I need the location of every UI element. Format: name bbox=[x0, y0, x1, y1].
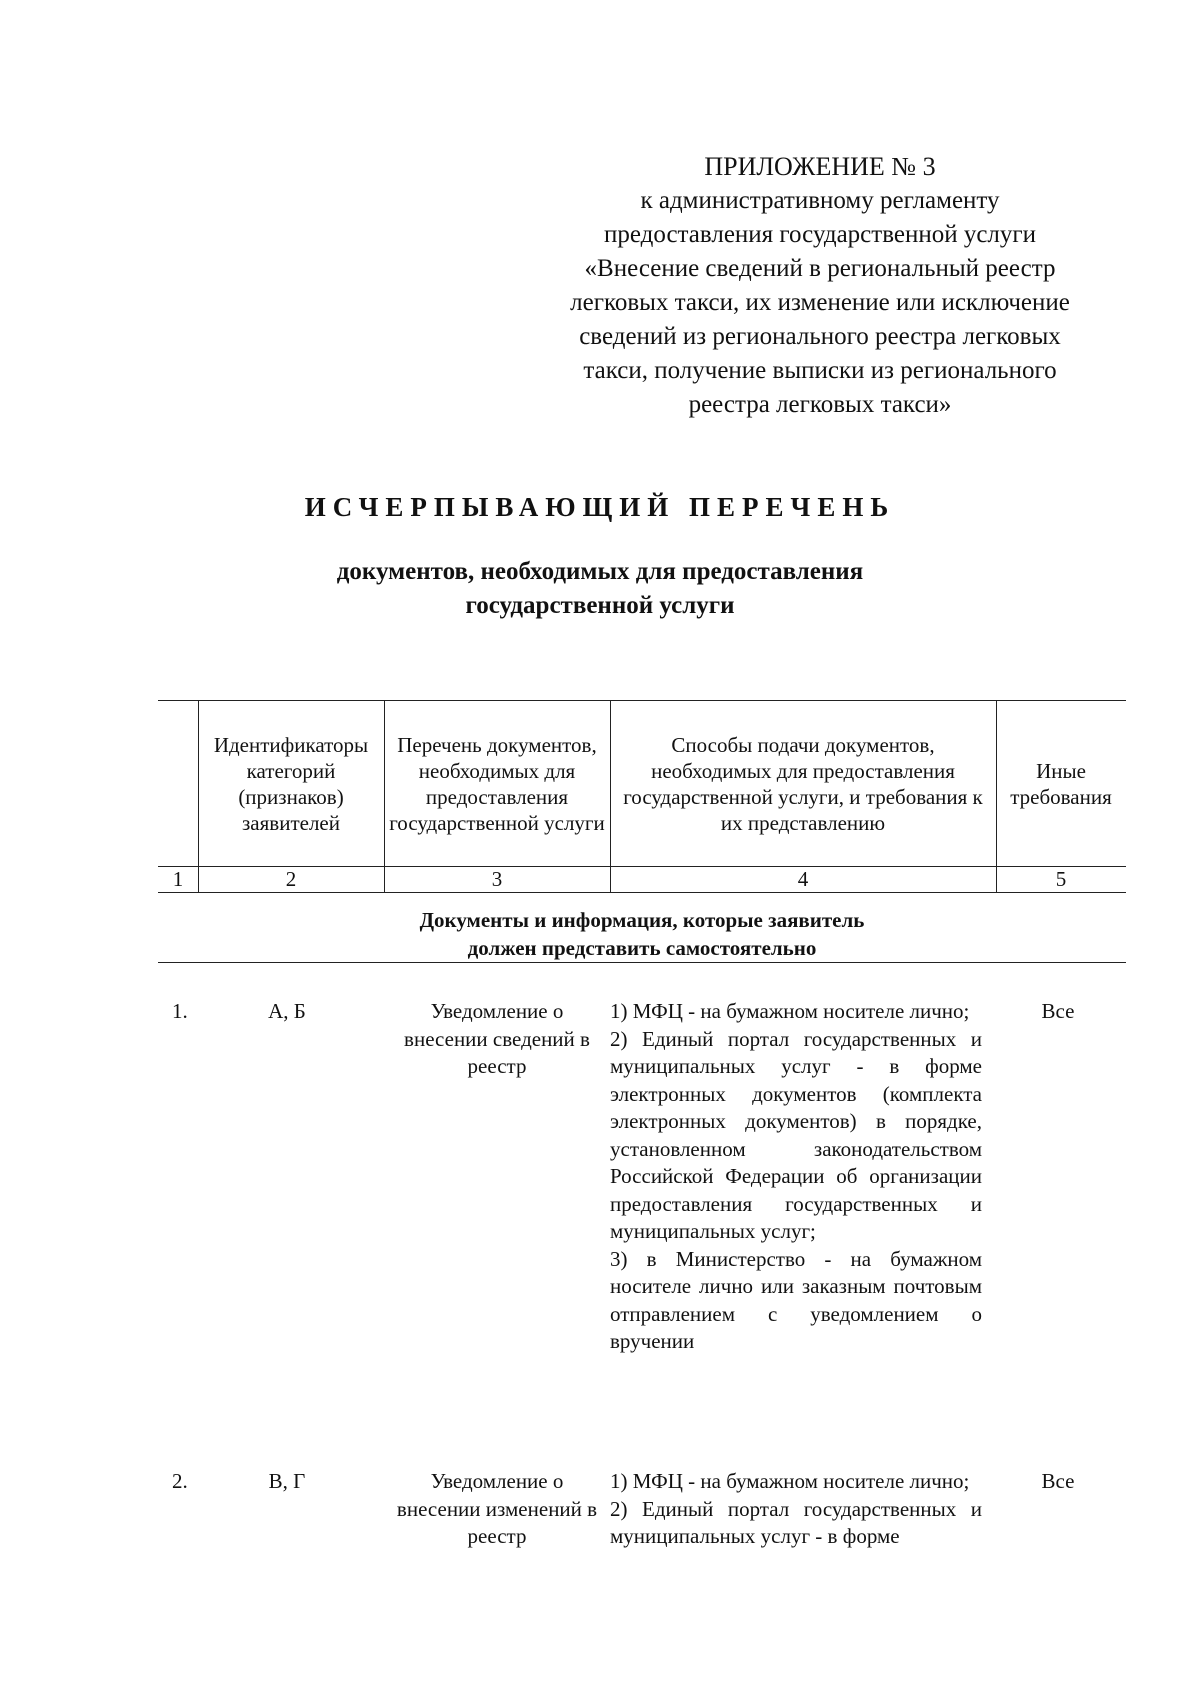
appendix-block bbox=[510, 150, 1130, 422]
appendix-line: легковых такси, их изменение или исключение bbox=[570, 289, 1070, 316]
section-heading bbox=[158, 906, 1126, 962]
appendix-number: ПРИЛОЖЕНИЕ № 3 bbox=[704, 152, 936, 181]
appendix-line: реестра легковых такси» bbox=[688, 391, 952, 418]
table-top-rule bbox=[158, 700, 1126, 701]
column-number: 2 bbox=[285, 867, 297, 891]
column-number: 3 bbox=[491, 867, 503, 891]
row-document: Уведомление о внесении изменений в реестр bbox=[396, 1469, 598, 1548]
row-number: 2. bbox=[172, 1469, 188, 1493]
numbers-bottom-rule bbox=[158, 892, 1126, 893]
appendix-line: к административному регламенту bbox=[640, 187, 1000, 214]
subtitle-line: государственной услуги bbox=[465, 592, 735, 619]
header-col-3: Перечень документов, необходимых для предоставления государственной услуги bbox=[389, 733, 605, 835]
subtitle-line: документов, необходимых для предоставления bbox=[336, 558, 864, 585]
section-line: должен представить самостоятельно bbox=[467, 936, 817, 960]
row-other-requirements: Все bbox=[1041, 1469, 1075, 1493]
section-bottom-rule bbox=[158, 962, 1126, 963]
header-col-4: Способы подачи документов, необходимых для предоставления государственной услуги, и требования к их представлению bbox=[623, 733, 983, 835]
header-col-5: Иные требования bbox=[1010, 759, 1112, 809]
appendix-line: такси, получение выписки из регионального bbox=[583, 357, 1057, 384]
row-submission-methods: 1) МФЦ - на бумажном носителе лично; 2) Единый портал государственных и муниципальных услуг - в форме электронных документов (комплекта электронных документов) в порядке, установленном законодательством Российской Федерации об организации предоставления государственных и муниципальных услуг; 3) в Министерство - на бумажном носителе лично или заказным почтовым отправлением с уведомлением о вручении bbox=[610, 999, 982, 1353]
col-divider bbox=[610, 700, 611, 892]
row-identifiers: В, Г bbox=[268, 1469, 306, 1493]
section-line: Документы и информация, которые заявитель bbox=[419, 908, 865, 932]
row-other-requirements: Все bbox=[1041, 999, 1075, 1023]
column-number: 5 bbox=[1055, 867, 1067, 891]
row-number: 1. bbox=[172, 999, 188, 1023]
row-submission-methods: 1) МФЦ - на бумажном носителе лично; 2) Единый портал государственных и муниципальных услуг - в форме bbox=[610, 1469, 982, 1548]
row-document: Уведомление о внесении сведений в реестр bbox=[404, 999, 590, 1078]
row-identifiers: А, Б bbox=[268, 999, 306, 1023]
appendix-line: предоставления государственной услуги bbox=[603, 221, 1037, 248]
document-title: ИСЧЕРПЫВАЮЩИЙ ПЕРЕЧЕНЬ bbox=[304, 492, 896, 522]
header-col-2: Идентификаторы категорий (признаков) заявителей bbox=[213, 733, 369, 835]
appendix-line: «Внесение сведений в региональный реестр bbox=[584, 255, 1056, 282]
column-number: 1 bbox=[172, 867, 184, 891]
appendix-line: сведений из регионального реестра легковых bbox=[579, 323, 1061, 350]
column-number: 4 bbox=[797, 867, 809, 891]
document-subtitle bbox=[0, 555, 1200, 623]
